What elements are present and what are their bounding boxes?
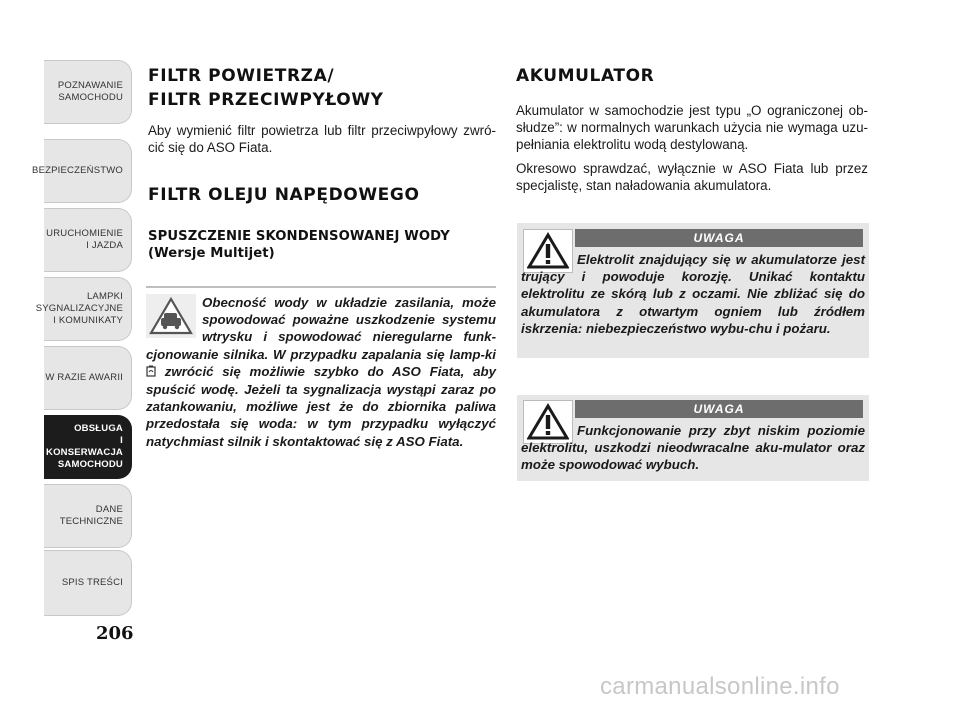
water-in-fuel-icon <box>146 364 156 381</box>
warning-box-electrolyte <box>517 223 869 358</box>
warning-header: UWAGA <box>575 400 863 418</box>
warning-box-low-electrolyte <box>517 395 869 481</box>
tab-obsluga-i-konserwacja[interactable]: OBSŁUGA I KONSERWACJA SAMOCHODU <box>44 415 132 479</box>
tab-w-razie-awarii[interactable]: W RAZIE AWARII <box>44 346 132 410</box>
divider <box>146 286 496 288</box>
fuel-filter-title: FILTR OLEJU NAPĘDOWEGO <box>148 185 420 205</box>
battery-title: AKUMULATOR <box>516 66 655 86</box>
fuel-filter-section <box>148 183 496 262</box>
water-note <box>146 294 496 450</box>
air-filter-text: Aby wymienić filtr powietrza lub filtr przeciwpyłowy zwró-cić się do ASO Fiata. <box>148 123 496 155</box>
water-drain-subtitle-line1: SPUSZCZENIE SKONDENSOWANEJ WODY <box>148 229 450 244</box>
tab-uruchomienie-i-jazda[interactable]: URUCHOMIENIE I JAZDA <box>44 208 132 272</box>
tab-spis-tresci[interactable]: SPIS TREŚCI <box>44 550 132 616</box>
warning-text-low-electrolyte: Funkcjonowanie przy zbyt niskim poziomie elektrolitu, uszkodzi nieodwracalne aku-mulator oraz może spowodować wybuch. <box>521 423 865 473</box>
water-note-text: Obecność wody w układzie zasilania, może spowodować poważne uszkodzenie systemu wtrysku i spowodować nieregularne funk-cjonowanie silnika. W przypadku zapalania się lamp-ki zwrócić się możliwie szybko do ASO Fiata, aby spuścić wodę. Jeżeli ta sygnalizacja wystąpi zaraz po zatankowaniu, możliwe jest że do zbiornika paliwa przedostała się woda: w tym przypadku wyłączyć natychmiast silnik i skontaktować się z ASO Fiata. <box>146 295 496 449</box>
page-number: 206 <box>96 623 134 644</box>
warning-header: UWAGA <box>575 229 863 247</box>
car-caution-triangle-icon <box>146 294 196 338</box>
air-filter-title-line1: FILTR POWIETRZA/ <box>148 66 335 86</box>
battery-para2: Okresowo sprawdzać, wyłącznie w ASO Fiata lub przez specjalistę, stan naładowania akumulatora. <box>516 161 868 193</box>
tab-lampki-sygnalizacyjne[interactable]: LAMPKI SYGNALIZACYJNE I KOMUNIKATY <box>44 277 132 341</box>
battery-para1: Akumulator w samochodzie jest typu „O ograniczonej ob-słudze”: w normalnych warunkach użycia nie wymaga uzu-pełniania elektrolitu wodą destylowaną. <box>516 103 868 152</box>
water-drain-subtitle-line2: (Wersje Multijet) <box>148 246 275 261</box>
air-filter-title-line2: FILTR PRZECIWPYŁOWY <box>148 90 384 110</box>
warning-text-electrolyte: Elektrolit znajdujący się w akumulatorze jest trujący i powoduje korozję. Unikać kontaktu elektrolitu ze skórą lub z oczami. Nie zbliżać się do akumulatora z otwartym ogniem lub źródłem iskrzenia: niebezpieczeństwo wybu-chu i pożaru. <box>521 252 865 336</box>
tab-bezpieczenstwo[interactable]: BEZPIECZEŃSTWO <box>44 139 132 203</box>
watermark: carmanualsonline.info <box>600 673 840 700</box>
battery-section <box>516 64 868 194</box>
air-filter-section <box>148 64 496 156</box>
tab-poznawanie-samochodu[interactable]: POZNAWANIE SAMOCHODU <box>44 60 132 124</box>
tab-dane-techniczne[interactable]: DANE TECHNICZNE <box>44 484 132 548</box>
